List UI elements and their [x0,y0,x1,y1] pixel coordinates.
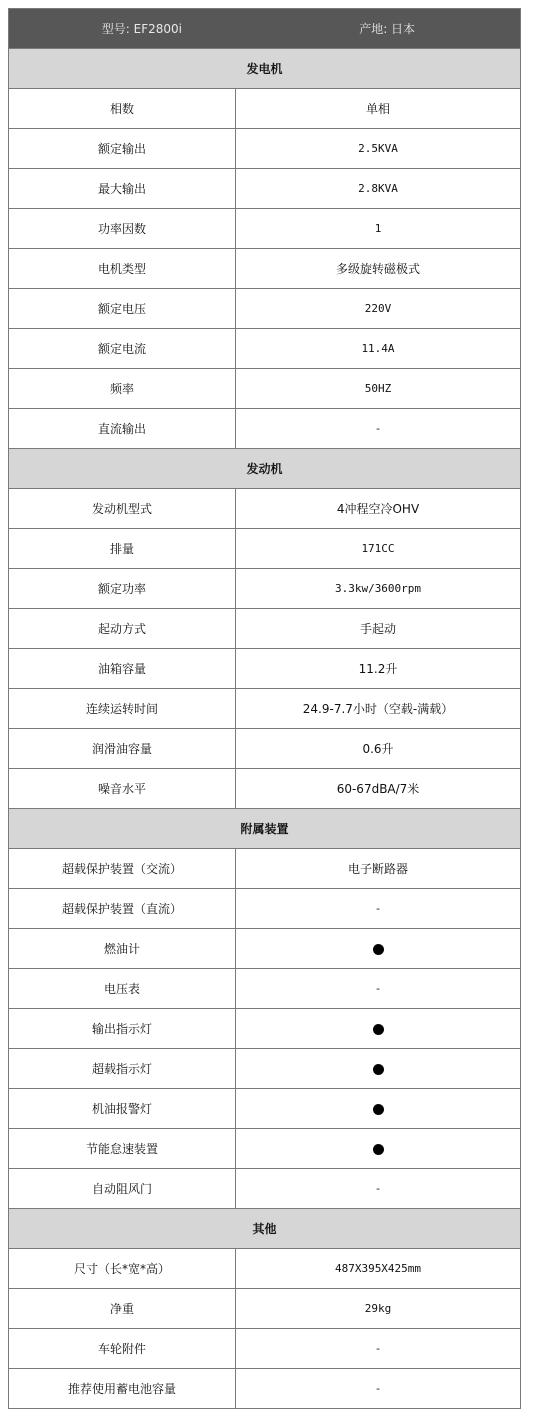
spec-row [9,769,521,809]
spec-value: 手起动 [236,609,521,649]
spec-row [9,249,521,289]
spec-label: 净重 [9,1289,236,1329]
spec-label: 发动机型式 [9,489,236,529]
header-row [9,9,521,49]
spec-value: 4冲程空冷OHV [236,489,521,529]
spec-label: 机油报警灯 [9,1089,236,1129]
spec-value-cell [236,1129,521,1169]
spec-label: 最大输出 [9,169,236,209]
spec-label: 额定电压 [9,289,236,329]
spec-label: 额定电流 [9,329,236,369]
spec-value-cell [236,929,521,969]
spec-label: 起动方式 [9,609,236,649]
spec-label: 超载指示灯 [9,1049,236,1089]
spec-value: - [236,1369,521,1409]
spec-row [9,1369,521,1409]
spec-value: 单相 [236,89,521,129]
spec-row [9,1089,521,1129]
spec-value: 3.3kw/3600rpm [236,569,521,609]
spec-label: 输出指示灯 [9,1009,236,1049]
spec-label: 直流输出 [9,409,236,449]
spec-row [9,1009,521,1049]
spec-value-cell [236,1009,521,1049]
spec-row [9,89,521,129]
spec-value: 50HZ [236,369,521,409]
spec-value: - [236,889,521,929]
spec-value-cell [236,1089,521,1129]
spec-label: 额定输出 [9,129,236,169]
spec-row [9,369,521,409]
spec-label: 推荐使用蓄电池容量 [9,1369,236,1409]
spec-label: 电压表 [9,969,236,1009]
filled-circle-icon [373,1144,384,1155]
spec-row [9,1329,521,1369]
spec-table [8,8,521,1409]
spec-row [9,1049,521,1089]
spec-row [9,569,521,609]
filled-circle-icon [373,944,384,955]
section-title: 附属装置 [9,809,521,849]
filled-circle-icon [373,1064,384,1075]
spec-row [9,849,521,889]
model-label: 型号: EF2800i [101,22,182,36]
spec-row [9,209,521,249]
spec-row [9,129,521,169]
spec-row [9,289,521,329]
spec-value: - [236,409,521,449]
spec-label: 超载保护装置（交流） [9,849,236,889]
spec-label: 节能怠速装置 [9,1129,236,1169]
spec-label: 连续运转时间 [9,689,236,729]
spec-value: 多级旋转磁极式 [236,249,521,289]
spec-value: 2.5KVA [236,129,521,169]
spec-row [9,1129,521,1169]
spec-value: - [236,1169,521,1209]
spec-row [9,729,521,769]
spec-label: 噪音水平 [9,769,236,809]
section-header-row [9,49,521,89]
spec-label: 排量 [9,529,236,569]
spec-value: 60-67dBA/7米 [236,769,521,809]
spec-label: 燃油计 [9,929,236,969]
spec-row [9,1289,521,1329]
header-cell [9,9,521,49]
spec-row [9,969,521,1009]
spec-label: 频率 [9,369,236,409]
spec-label: 功率因数 [9,209,236,249]
spec-table-body [9,9,521,1409]
spec-row [9,1169,521,1209]
spec-value-cell [236,1049,521,1089]
spec-label: 额定功率 [9,569,236,609]
spec-label: 油箱容量 [9,649,236,689]
spec-row [9,689,521,729]
section-title: 其他 [9,1209,521,1249]
spec-value: 2.8KVA [236,169,521,209]
spec-row [9,489,521,529]
spec-value: 220V [236,289,521,329]
spec-label: 相数 [9,89,236,129]
spec-value: - [236,969,521,1009]
spec-row [9,889,521,929]
origin-label: 产地: 日本 [359,22,416,36]
section-title: 发动机 [9,449,521,489]
spec-row [9,169,521,209]
spec-value: 1 [236,209,521,249]
section-title: 发电机 [9,49,521,89]
spec-value: 0.6升 [236,729,521,769]
spec-value: 电子断路器 [236,849,521,889]
spec-row [9,1249,521,1289]
spec-row [9,529,521,569]
filled-circle-icon [373,1104,384,1115]
spec-value: 29kg [236,1289,521,1329]
spec-label: 车轮附件 [9,1329,236,1369]
filled-circle-icon [373,1024,384,1035]
spec-value: 171CC [236,529,521,569]
section-header-row [9,809,521,849]
spec-value: 24.9-7.7小时（空载-满载） [236,689,521,729]
spec-label: 超载保护装置（直流） [9,889,236,929]
section-header-row [9,1209,521,1249]
spec-row [9,609,521,649]
spec-row [9,329,521,369]
spec-row [9,649,521,689]
spec-label: 自动阻风门 [9,1169,236,1209]
spec-label: 尺寸（长*宽*高） [9,1249,236,1289]
spec-row [9,409,521,449]
spec-row [9,929,521,969]
spec-label: 电机类型 [9,249,236,289]
spec-value: 487X395X425mm [236,1249,521,1289]
spec-label: 润滑油容量 [9,729,236,769]
spec-value: 11.2升 [236,649,521,689]
spec-value: - [236,1329,521,1369]
spec-value: 11.4A [236,329,521,369]
section-header-row [9,449,521,489]
